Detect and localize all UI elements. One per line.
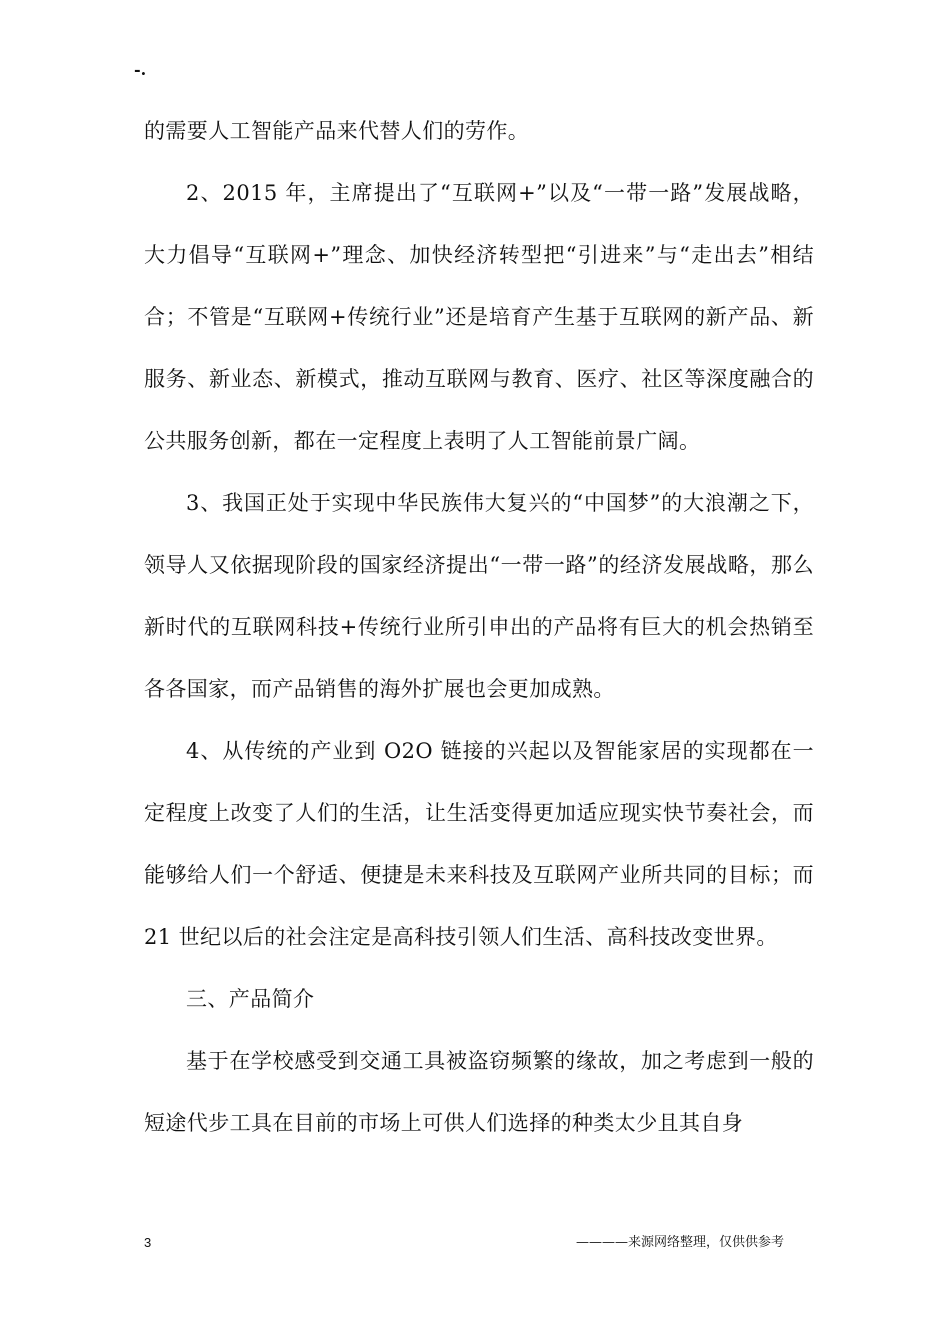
paragraph-product-intro: 基于在学校感受到交通工具被盗窃频繁的缘故，加之考虑到一般的短途代步工具在目前的市场上可供人们选择的种类太少且其自身 (144, 1049, 814, 1135)
header-mark: -. (134, 60, 147, 79)
section-heading: 三、产品简介 (186, 987, 315, 1011)
page-footer (144, 1232, 784, 1254)
paragraph-continuation: 的需要人工智能产品来代替人们的劳作。 (144, 119, 530, 143)
page-number: 3 (144, 1235, 152, 1250)
source-note: ————来源网络整理，仅供供参考 (575, 1235, 784, 1250)
paragraph-point-3: 3、我国正处于实现中华民族伟大复兴的“中国梦”的大浪潮之下，领导人又依据现阶段的国家经济提出“一带一路”的经济发展战略，那么新时代的互联网科技+传统行业所引申出的产品将有巨大的机会热销至各各国家，而产品销售的海外扩展也会更加成熟。 (144, 491, 814, 701)
paragraph-point-4: 4、从传统的产业到 O2O 链接的兴起以及智能家居的实现都在一定程度上改变了人们的生活，让生活变得更加适应现实快节奏社会，而能够给人们一个舒适、便捷是未来科技及互联网产业所共同的目标；而 21 世纪以后的社会注定是高科技引领人们生活、高科技改变世界。 (144, 739, 814, 949)
paragraph-point-2: 2、2015 年，主席提出了“互联网+”以及“一带一路”发展战略，大力倡导“互联网+”理念、加快经济转型把“引进来”与“走出去”相结合；不管是“互联网+传统行业”还是培育产生基于互联网的新产品、新服务、新业态、新模式，推动互联网与教育、医疗、社区等深度融合的公共服务创新，都在一定程度上表明了人工智能前景广阔。 (144, 181, 814, 453)
document-body (144, 100, 814, 1154)
